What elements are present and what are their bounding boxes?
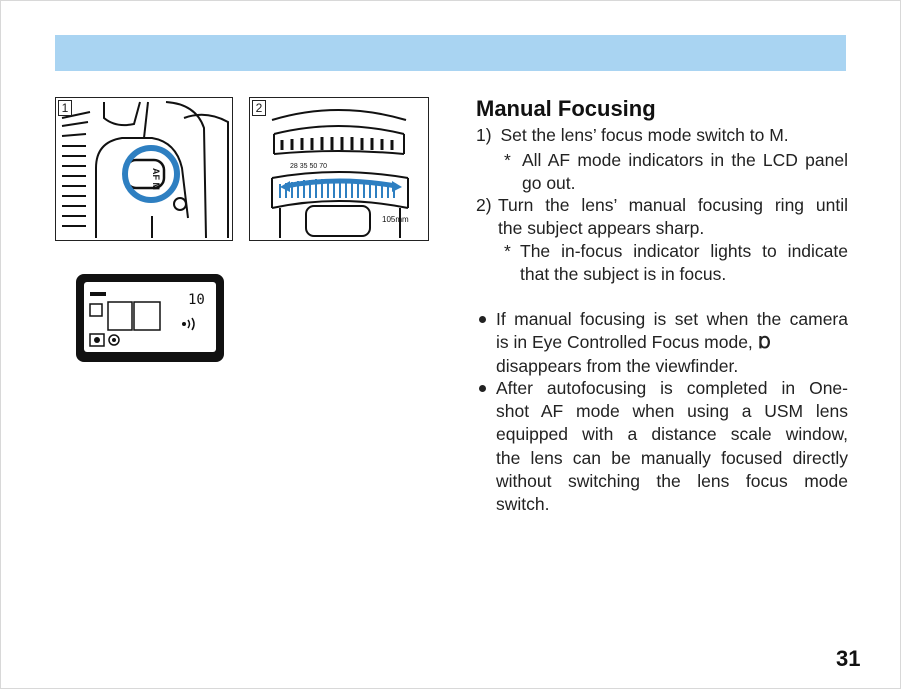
step-1 [476,124,789,147]
highlight-ring [125,148,177,200]
bullet-1-line: If manual focusing is set when the camera [496,309,848,329]
figure-2-number: 2 [252,100,266,116]
lcd-digits: 10 [188,292,205,308]
step-2-note-line: The in-focus indicator lights to indicate [520,241,848,261]
step-1-number: 1) [476,125,492,145]
bullet-1 [496,308,848,379]
lcd-panel [76,274,224,362]
bullet-2-line: without switching the lens focus mode [496,470,848,491]
bullet-2-line: equipped with a distance scale window, [496,424,848,445]
step-1-note-line: All AF mode indicators in the LCD panel [522,150,848,170]
note-mark: * [504,150,511,170]
eye-control-icon: Ɒ [758,335,772,353]
step-2-note-line: that the subject is in focus. [520,264,727,285]
figure-2-illustration [250,98,428,240]
figure-1-number: 1 [58,100,72,116]
figure-1-illustration [56,98,232,240]
step-2-line: the subject appears sharp. [498,218,705,239]
bullet-2 [496,377,848,516]
bullet-2-line: the lens can be manually focused directly [496,447,848,468]
lens-label: 105mm [382,215,409,224]
switch-label: AF M [151,168,161,190]
page-title: Manual Focusing [476,96,656,121]
bullet-1-line: is in Eye Controlled Focus mode, Ɒ [496,331,848,355]
step-2-line: Turn the lens’ manual focusing ring until [498,195,848,215]
bullet-1-line: disappears from the viewfinder. [496,356,739,377]
step-2 [476,194,848,240]
bullet-2-line: switch. [496,494,550,515]
header-band [55,35,846,71]
bullet-icon [479,385,486,392]
bullet-2-line: After autofocusing is completed in One- [496,378,848,398]
bullet-2-line: shot AF mode when using a USM lens [496,401,848,422]
step-2-note [504,240,848,286]
note-mark: * [504,241,511,261]
step-1-note-line: go out. [522,173,576,194]
figure-2 [249,97,429,241]
page-number: 31 [836,646,861,671]
step-1-note [504,149,848,195]
lens-scale: 28 35 50 70 [290,163,327,170]
step-1-text: Set the lens’ focus mode switch to M. [500,125,789,145]
figure-1 [55,97,233,241]
step-2-number: 2) [476,195,492,215]
bullet-icon [479,316,486,323]
